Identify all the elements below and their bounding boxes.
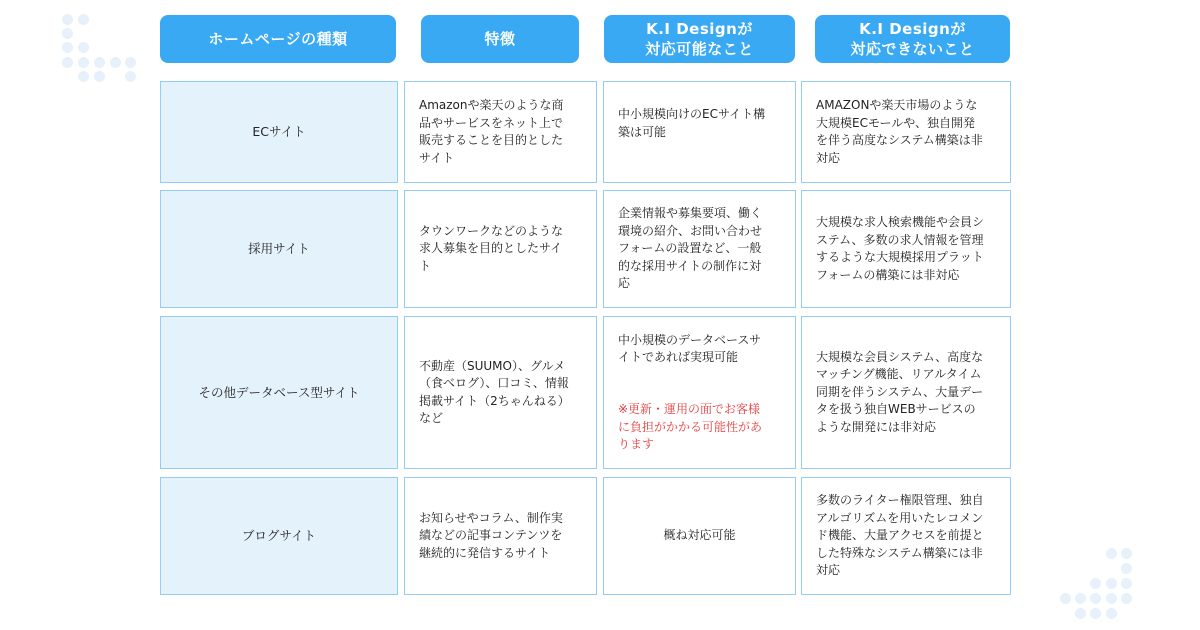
row-cannot-recruit: 大規模な求人検索機能や会員シ ステム、多数の求人情報を管理 するような大規模採用プラット フォームの構築には非対応 <box>801 190 1011 308</box>
row-can-database <box>603 316 796 469</box>
can-database-main: 中小規模のデータベースサ イトであれば実現可能 <box>618 332 762 364</box>
header-feature: 特徴 <box>421 15 579 63</box>
header-type: ホームページの種類 <box>160 15 396 63</box>
row-can-ec: 中小規模向けのECサイト構 築は可能 <box>603 81 796 183</box>
row-feature-blog: お知らせやコラム、制作実 績などの記事コンテンツを 継続的に発信するサイト <box>404 477 597 595</box>
row-can-recruit: 企業情報や募集要項、働く 環境の紹介、お問い合わせ フォームの設置など、一般 的な採用サイトの制作に対 応 <box>603 190 796 308</box>
row-cannot-blog: 多数のライター権限管理、独自 アルゴリズムを用いたレコメン ド機能、大量アクセスを前提と した特殊なシステム構築には非 対応 <box>801 477 1011 595</box>
row-type-database: その他データベース型サイト <box>160 316 398 469</box>
row-feature-ec: Amazonや楽天のような商 品やサービスをネット上で 販売することを目的とした サイト <box>404 81 597 183</box>
can-database-note: ※更新・運用の面でお客様 に負担がかかる可能性があ ります <box>618 402 763 451</box>
row-cannot-ec: AMAZONや楽天市場のような 大規模ECモールや、独自開発 を伴う高度なシステム構築は非 対応 <box>801 81 1011 183</box>
row-feature-database: 不動産（SUUMO）、グルメ （食べログ）、口コミ、情報 掲載サイト（2ちゃんねる） など <box>404 316 597 469</box>
header-cannot: K.I Designが 対応できないこと <box>815 15 1010 63</box>
row-type-blog: ブログサイト <box>160 477 398 595</box>
row-type-ec: ECサイト <box>160 81 398 183</box>
row-can-blog: 概ね対応可能 <box>603 477 796 595</box>
row-cannot-database: 大規模な会員システム、高度な マッチング機能、リアルタイム 同期を伴うシステム、大量デー タを扱う独自WEBサービスの ような開発には非対応 <box>801 316 1011 469</box>
header-can: K.I Designが 対応可能なこと <box>604 15 795 63</box>
row-feature-recruit: タウンワークなどのような 求人募集を目的としたサイ ト <box>404 190 597 308</box>
row-type-recruit: 採用サイト <box>160 190 398 308</box>
